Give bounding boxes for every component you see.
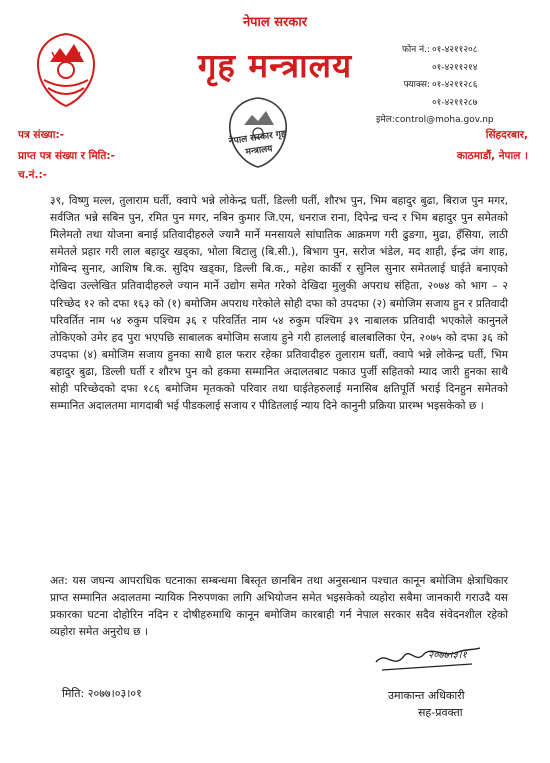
- fax-number: ०१-४२११२८७: [432, 97, 478, 108]
- dispatch-number-label: च.नं.:-: [18, 169, 48, 181]
- signer-role: सह-प्रवक्ता: [418, 706, 463, 719]
- address-line-2: काठमाडौं, नेपाल ।: [456, 150, 528, 162]
- email-address: इमेल:control@moha.gov.np: [376, 115, 494, 125]
- phone-label: फोन नं.:: [401, 45, 430, 55]
- address-line-1: सिंहदरबार,: [485, 129, 528, 141]
- government-name: नेपाल सरकार: [242, 15, 308, 30]
- body-paragraph-2: अत: यस जघन्य आपराधिक घटनाका सम्बन्धमा बिस्तृत छानबिन तथा अनुसन्धान पश्चात कानून बमोजिम क्षेत्राधिकार प्राप्त सम्मानित अदालतमा न्यायिक निरुपणका लागि अभियोजन समेत भइसकेको व्यहोरा सबैमा जानकारी गराउदै यस प्रकारका घटना दोहोरिन नदिन र दोषीहरुमाथि कानून बमोजिम कारबाही गर्न नेपाल सरकार सदैव संवेदनशील रहेको व्यहोरा समेत अनुरोध छ ।: [50, 574, 509, 639]
- signer-name: उमाकान्त अधिकारी: [388, 689, 465, 702]
- body-paragraph-1: ३९, विष्णु मल्ल, तुलाराम घर्ती, क्वापे भन्ने लोकेन्द्र घर्ती, डिल्ली घर्ती, शौरभ पुन, भिम बहादुर बुढा, बिराज पुन मगर, सर्वजित भन्ने सबिन पुन, रमित पुन मगर, नबिन कुमार जि.एम, धनराज राना, दिपेन्द्र चन्द र भिम बहादुर पुन समेतको मिलेमतो तथा योजना बनाई प्रतिवादीहरुले ज्यानै मार्ने मनसायले सांघातिक आक्रमण गरी ढुङगा, मुढा, हँसिया, लाठी समेतले प्रहार गरी लाल बहादुर खड्का, भोला बिटालु (बि.सी.), बिभाग पुन, सरोज भंडेल, मद शाही, ईन्द्र जंग शाह, गोबिन्द सुनार, आशिष बि.क. सुदिप खड्का, डिल्ली बि.क., महेश कार्की र सुनिल सुनार समेतलाई घाईते बनाएको देखिदा उल्लेखित प्रतिवादीहरुले ज्यान मार्ने उद्योग समेत गरेको देखिदा मुलुकी अपराध संहिता, २०७४ को भाग – २ परिच्छेद १२ को दफा १६३ को (१) बमोजिम अपराध गरेकोले सोही दफा को उपदफा (२) बमोजिम सजाय हुन र प्रतिवादी परिवर्तित नाम ५४ रुकुम पश्चिम ३६ र परिवर्तित नाम ५४ रुकुम पश्चिम ३९ नाबालक प्रतिवादी भएकोले कानुनले तोकिएको उमेर हद पुरा भएपछि साबालक बमोजिम सजाय हुने गरी हाललाई बालबालिका ऐन, २०७५ को दफा ३६ को उपदफा (४) बमोजिम सजाय हुनका साथै हाल फरार रहेका प्रतिवादीहरु तुलाराम घर्ती, क्वापे भन्ने लोकेन्द्र घर्ती, भिम बहादुर बुढा, डिल्ली घर्ती र शौरभ पुन को हकमा सम्मानित अदालतबाट पकाउ पुर्जी सहितको म्याद जारी हुनका साथै सोही परिच्छेदको दफा १८६ बमोजिम मृतकको परिवार तथा घाईतेहरुलाई मनासिब क्षतिपूर्ति भराई दिनहुन समेतको सम्मानित अदालतमा मागदाबी भई पीडकलाई सजाय र पीडितलाई न्याय दिने कानुनी प्रक्रिया प्रारम्भ भइसकेको छ ।: [50, 194, 508, 413]
- seal-text: नेपाल सरकार गृह मन्त्रालय: [228, 129, 287, 158]
- fax-number: ०१-४२११२८६: [432, 80, 478, 90]
- fax-label: फ्याक्स:: [403, 80, 430, 90]
- phone-number: ०१-४२११२०८: [432, 45, 478, 55]
- received-letter-label: प्राप्त पत्र संख्या र मिति:-: [18, 150, 115, 162]
- phone-number: ०१-४२११२१४: [432, 62, 478, 73]
- signature-date: २०७७।३।१: [428, 650, 467, 661]
- ministry-name: गृह मन्त्रालय: [197, 46, 353, 85]
- issue-date: मिति: २०७७।०३।०१: [62, 687, 142, 700]
- contact-block: [368, 42, 477, 112]
- letter-number-label: पत्र संख्या:-: [18, 129, 65, 141]
